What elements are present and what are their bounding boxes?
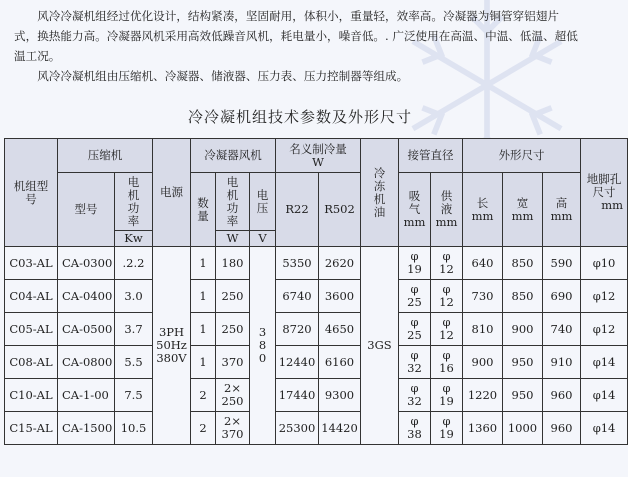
spec-table xyxy=(4,138,628,445)
table-row xyxy=(5,280,628,313)
cell-fan-power: 2× 370 xyxy=(216,412,250,445)
cell-r22: 5350 xyxy=(276,247,319,280)
cell-height: 590 xyxy=(543,247,581,280)
cell-height: 960 xyxy=(543,412,581,445)
cell-r502: 3600 xyxy=(319,280,361,313)
cell-suction: φ 38 xyxy=(399,412,431,445)
cell-anchor: φ10 xyxy=(581,247,628,280)
cell-fan-power: 180 xyxy=(216,247,250,280)
cell-width: 850 xyxy=(503,280,543,313)
cell-model: C10-AL xyxy=(5,379,58,412)
cell-fan-qty: 1 xyxy=(191,313,216,346)
cell-fan-voltage: 380 xyxy=(250,247,276,445)
cell-length: 640 xyxy=(463,247,503,280)
cell-liquid: φ 19 xyxy=(431,412,463,445)
cell-comp-power: .2.2 xyxy=(115,247,153,280)
cell-suction: φ 19 xyxy=(399,247,431,280)
cell-fan-power: 250 xyxy=(216,313,250,346)
cell-height: 690 xyxy=(543,280,581,313)
header-pipe: 接管直径 xyxy=(399,139,463,173)
table-row xyxy=(5,247,628,280)
header-fan-qty: 数量 xyxy=(191,173,216,247)
cell-comp-power: 3.7 xyxy=(115,313,153,346)
table-row xyxy=(5,346,628,379)
cell-width: 1000 xyxy=(503,412,543,445)
cell-r22: 17440 xyxy=(276,379,319,412)
cell-fan-qty: 2 xyxy=(191,412,216,445)
cell-fan-qty: 1 xyxy=(191,346,216,379)
cell-suction: φ 32 xyxy=(399,346,431,379)
cell-comp-model: CA-1-00 xyxy=(58,379,115,412)
header-liquid: 供液 mm xyxy=(431,173,463,247)
cell-r502: 14420 xyxy=(319,412,361,445)
cell-length: 1360 xyxy=(463,412,503,445)
cell-oil: 3GS xyxy=(361,247,399,445)
header-comp-power: 电机功率 xyxy=(115,173,153,231)
header-anchor: 地脚孔尺寸 mm xyxy=(581,139,628,247)
cell-r502: 6160 xyxy=(319,346,361,379)
cell-model: C15-AL xyxy=(5,412,58,445)
header-compressor: 压缩机 xyxy=(58,139,153,173)
cell-anchor: φ12 xyxy=(581,313,628,346)
cell-r22: 25300 xyxy=(276,412,319,445)
cell-width: 900 xyxy=(503,313,543,346)
table-title: 冷冷凝机组技术参数及外形尺寸 xyxy=(187,108,412,126)
cell-r22: 8720 xyxy=(276,313,319,346)
table-row xyxy=(5,379,628,412)
cell-r502: 4650 xyxy=(319,313,361,346)
cell-r502: 2620 xyxy=(319,247,361,280)
cell-suction: φ 32 xyxy=(399,379,431,412)
cell-liquid: φ 16 xyxy=(431,346,463,379)
cell-height: 910 xyxy=(543,346,581,379)
header-fan-power: 电机功率 xyxy=(216,173,250,231)
cell-liquid: φ 19 xyxy=(431,379,463,412)
cell-length: 900 xyxy=(463,346,503,379)
header-fan-voltage-unit: V xyxy=(250,231,276,247)
cell-anchor: φ14 xyxy=(581,412,628,445)
cell-model: C04-AL xyxy=(5,280,58,313)
cell-fan-power: 2× 250 xyxy=(216,379,250,412)
cell-comp-power: 7.5 xyxy=(115,379,153,412)
cell-width: 950 xyxy=(503,379,543,412)
header-comp-model: 型号 xyxy=(58,173,115,247)
header-width: 宽 mm xyxy=(503,173,543,247)
header-power-source: 电源 xyxy=(153,139,191,247)
header-oil: 冷冻机油 xyxy=(361,139,399,247)
cell-power-source: 3PH 50Hz 380V xyxy=(153,247,191,445)
cell-model: C08-AL xyxy=(5,346,58,379)
header-dims: 外形尺寸 xyxy=(463,139,581,173)
cell-width: 850 xyxy=(503,247,543,280)
header-capacity: 名义制冷量 W xyxy=(276,139,361,173)
cell-comp-model: CA-0300 xyxy=(58,247,115,280)
cell-comp-power: 10.5 xyxy=(115,412,153,445)
cell-length: 1220 xyxy=(463,379,503,412)
cell-length: 810 xyxy=(463,313,503,346)
cell-anchor: φ12 xyxy=(581,280,628,313)
cell-anchor: φ14 xyxy=(581,346,628,379)
cell-comp-model: CA-0500 xyxy=(58,313,115,346)
header-height: 高 mm xyxy=(543,173,581,247)
header-model: 机组型号 xyxy=(5,139,58,247)
cell-comp-power: 3.0 xyxy=(115,280,153,313)
cell-fan-qty: 1 xyxy=(191,247,216,280)
cell-width: 950 xyxy=(503,346,543,379)
header-comp-power-unit: Kw xyxy=(115,231,153,247)
cell-comp-power: 5.5 xyxy=(115,346,153,379)
cell-model: C03-AL xyxy=(5,247,58,280)
intro-paragraph-1: 风冷冷凝机组经过优化设计，结构紧凑，坚固耐用，体积小，重量轻，效率高。冷凝器为铜管穿铝翅片式，换热能力高。冷凝器风机采用高效低躁音风机，耗电量小，噪音低。. 广泛使用在高温、中温、低温、超低温工况。 xyxy=(14,9,578,63)
cell-height: 960 xyxy=(543,379,581,412)
cell-liquid: φ 12 xyxy=(431,247,463,280)
cell-model: C05-AL xyxy=(5,313,58,346)
cell-fan-qty: 2 xyxy=(191,379,216,412)
header-fan: 冷凝器风机 xyxy=(191,139,276,173)
cell-r22: 12440 xyxy=(276,346,319,379)
intro-paragraph-2: 风冷冷凝机组由压缩机、冷凝器、储液器、压力表、压力控制器等组成。 xyxy=(37,69,409,83)
header-r22: R22 xyxy=(276,173,319,247)
intro-text xyxy=(14,6,582,86)
cell-r22: 6740 xyxy=(276,280,319,313)
cell-liquid: φ 12 xyxy=(431,280,463,313)
header-fan-power-unit: W xyxy=(216,231,250,247)
cell-length: 730 xyxy=(463,280,503,313)
cell-comp-model: CA-0400 xyxy=(58,280,115,313)
cell-suction: φ 25 xyxy=(399,313,431,346)
header-length: 长 mm xyxy=(463,173,503,247)
cell-liquid: φ 12 xyxy=(431,313,463,346)
cell-fan-power: 250 xyxy=(216,280,250,313)
cell-fan-power: 370 xyxy=(216,346,250,379)
header-suction: 吸气 mm xyxy=(399,173,431,247)
table-row xyxy=(5,412,628,445)
cell-anchor: φ14 xyxy=(581,379,628,412)
table-row xyxy=(5,313,628,346)
header-r502: R502 xyxy=(319,173,361,247)
cell-comp-model: CA-1500 xyxy=(58,412,115,445)
header-fan-voltage: 电压 xyxy=(250,173,276,231)
cell-suction: φ 25 xyxy=(399,280,431,313)
cell-fan-qty: 1 xyxy=(191,280,216,313)
cell-comp-model: CA-0800 xyxy=(58,346,115,379)
cell-height: 740 xyxy=(543,313,581,346)
cell-r502: 9300 xyxy=(319,379,361,412)
